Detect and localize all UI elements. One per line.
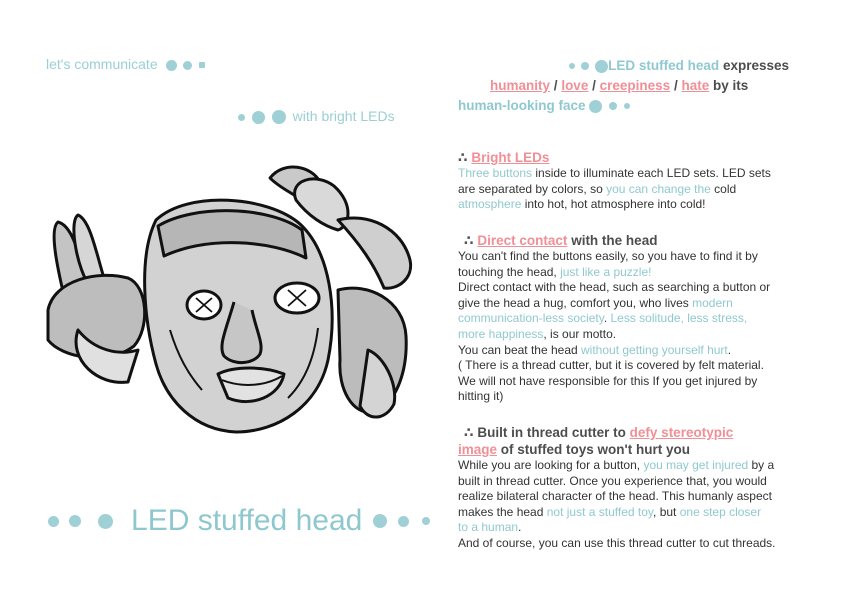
main-title: LED stuffed head bbox=[48, 503, 430, 538]
link-image[interactable]: image bbox=[458, 442, 498, 457]
dot-icon bbox=[624, 103, 630, 109]
link-love[interactable]: love bbox=[561, 78, 589, 93]
dot-icon bbox=[69, 515, 81, 527]
dot-icon bbox=[373, 514, 387, 528]
link-hate[interactable]: hate bbox=[681, 78, 710, 93]
dot-icon bbox=[183, 61, 192, 70]
dot-icon bbox=[272, 110, 286, 124]
dot-icon bbox=[166, 60, 177, 71]
dot-icon bbox=[589, 100, 602, 113]
dot-icon bbox=[98, 514, 113, 529]
section-thread-cutter: ∴ Built in thread cutter to defy stereotypic image of stuffed toys won't hurt you While you are looking for a button, you may get injured by a built in thread cutter. Once you experience that, you would realize bilateral character of the head. This humanly aspect makes the head not just a stuffed toy, but one step closer to a human. And of course, you can use this thread cutter to cut threads. bbox=[458, 425, 776, 550]
link-direct-contact[interactable]: Direct contact bbox=[477, 233, 568, 248]
dot-icon bbox=[422, 517, 430, 525]
link-creepiness[interactable]: creepiness bbox=[599, 78, 671, 93]
dot-icon bbox=[569, 63, 575, 69]
intro-block: LED stuffed head expresses humanity / love / creepiness / hate by its human-looking face bbox=[458, 58, 789, 113]
link-humanity[interactable]: humanity bbox=[490, 78, 551, 93]
section-direct-contact: ∴ Direct contact with the head You can't find the buttons easily, so you have to find it by touching the head, just like a puzzle! Direct contact with the head, such as searching a button or give the head a hug, comfort you, who lives modern communication-less society. Less solitude, less stress, more happiness, is our motto. You can beat the head without getting yourself hurt. ( There is a thread cutter, but it is covered by felt material. We will not have responsible for this If you get injured by hitting it) bbox=[458, 233, 771, 404]
section-bright-leds: ∴ Bright LEDs Three buttons inside to illuminate each LED sets. LED sets are separated by colors, so you can change the cold atmosphere into hot, hot atmosphere into cold! bbox=[458, 150, 771, 212]
tagline-leds: with bright LEDs bbox=[238, 108, 395, 124]
dot-icon bbox=[609, 102, 617, 110]
dot-icon bbox=[581, 62, 589, 70]
link-bright-leds[interactable]: Bright LEDs bbox=[471, 150, 550, 165]
dot-icon bbox=[199, 62, 205, 68]
dot-icon bbox=[398, 516, 409, 527]
stuffed-head-illustration bbox=[38, 160, 433, 445]
dot-icon bbox=[595, 60, 608, 73]
dot-icon bbox=[48, 516, 59, 527]
dot-icon bbox=[252, 111, 265, 124]
link-defy-stereotypic[interactable]: defy stereotypic bbox=[629, 425, 734, 440]
tagline-communicate: let's communicate bbox=[46, 56, 205, 72]
dot-icon bbox=[238, 114, 245, 121]
